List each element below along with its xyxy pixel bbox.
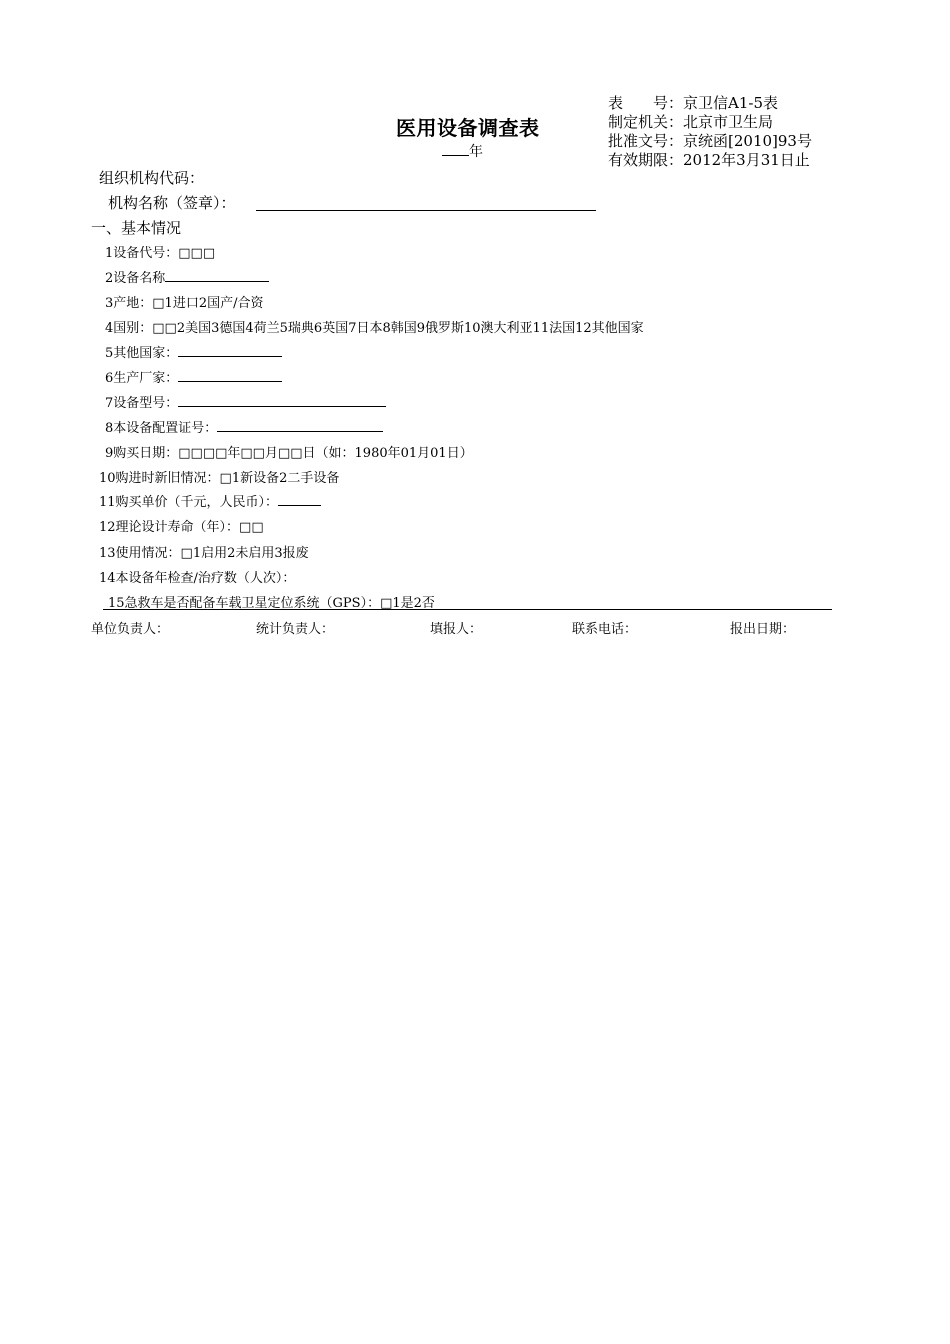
- model-field[interactable]: [178, 394, 386, 407]
- meta-approval-number: 批准文号：京统函[2010]93号: [608, 132, 812, 150]
- org-code-label: 组织机构代码：: [99, 169, 205, 187]
- item-device-code: 1设备代号：□□□: [105, 246, 216, 261]
- item-other-country-label: 5其他国家：: [105, 346, 179, 361]
- meta-validity-period: 有效期限：2012年3月31日止: [608, 151, 810, 169]
- footer-phone: 联系电话：: [572, 622, 638, 637]
- item-model: [105, 392, 386, 411]
- item-usage-status: 13使用情况：□1启用2未启用3报废: [99, 546, 309, 561]
- footer-stat-head: 统计负责人：: [256, 622, 335, 637]
- item-config-cert: [105, 417, 383, 436]
- config-cert-field[interactable]: [217, 419, 383, 432]
- item-manufacturer-label: 6生产厂家：: [105, 371, 179, 386]
- item-device-name: [105, 267, 269, 286]
- item-model-label: 7设备型号：: [105, 396, 179, 411]
- unit-price-field[interactable]: [278, 493, 321, 506]
- item-country: 4国别：□□2美国3德国4荷兰5瑞典6英国7日本8韩国9俄罗斯10澳大利亚11法国12其他国家: [105, 321, 644, 336]
- item-device-name-label: 2设备名称: [105, 271, 166, 286]
- item-condition: 10购进时新旧情况：□1新设备2二手设备: [99, 471, 340, 486]
- item-unit-price-label: 11购买单价（千元，人民币）：: [99, 495, 279, 510]
- item-manufacturer: [105, 367, 282, 386]
- form-title: 医用设备调查表: [396, 116, 540, 140]
- footer-report-date: 报出日期：: [730, 622, 796, 637]
- year-suffix: 年: [469, 144, 483, 160]
- item-gps: 15急救车是否配备车载卫星定位系统（GPS）：□1是2否: [108, 596, 435, 611]
- item-annual-exams: 14本设备年检查/治疗数（人次）：: [99, 571, 296, 586]
- device-name-field[interactable]: [165, 269, 269, 282]
- meta-form-number: 表 号：京卫信A1-5表: [608, 94, 778, 112]
- meta-issuing-authority: 制定机关：北京市卫生局: [608, 113, 774, 131]
- item-config-cert-label: 8本设备配置证号：: [105, 421, 218, 436]
- org-name-label: 机构名称（签章）：: [108, 194, 236, 212]
- item-purchase-date: 9购买日期：□□□□年□□月□□日（如：1980年01月01日）: [105, 446, 473, 461]
- other-country-field[interactable]: [178, 344, 282, 357]
- item-other-country: [105, 342, 282, 361]
- section-basic-info: 一、基本情况: [91, 219, 182, 237]
- footer-filler: 填报人：: [430, 622, 483, 637]
- year-blank[interactable]: [442, 142, 469, 156]
- form-meta: [608, 94, 812, 170]
- item-origin: 3产地：□1进口2国产/合资: [105, 296, 264, 311]
- org-name-field[interactable]: [256, 210, 596, 211]
- item-design-life: 12理论设计寿命（年）：□□: [99, 520, 264, 535]
- footer-unit-head: 单位负责人：: [91, 622, 170, 637]
- manufacturer-field[interactable]: [178, 369, 282, 382]
- year-line: [442, 141, 483, 161]
- footer-rule: [103, 609, 832, 610]
- item-unit-price: [99, 491, 321, 510]
